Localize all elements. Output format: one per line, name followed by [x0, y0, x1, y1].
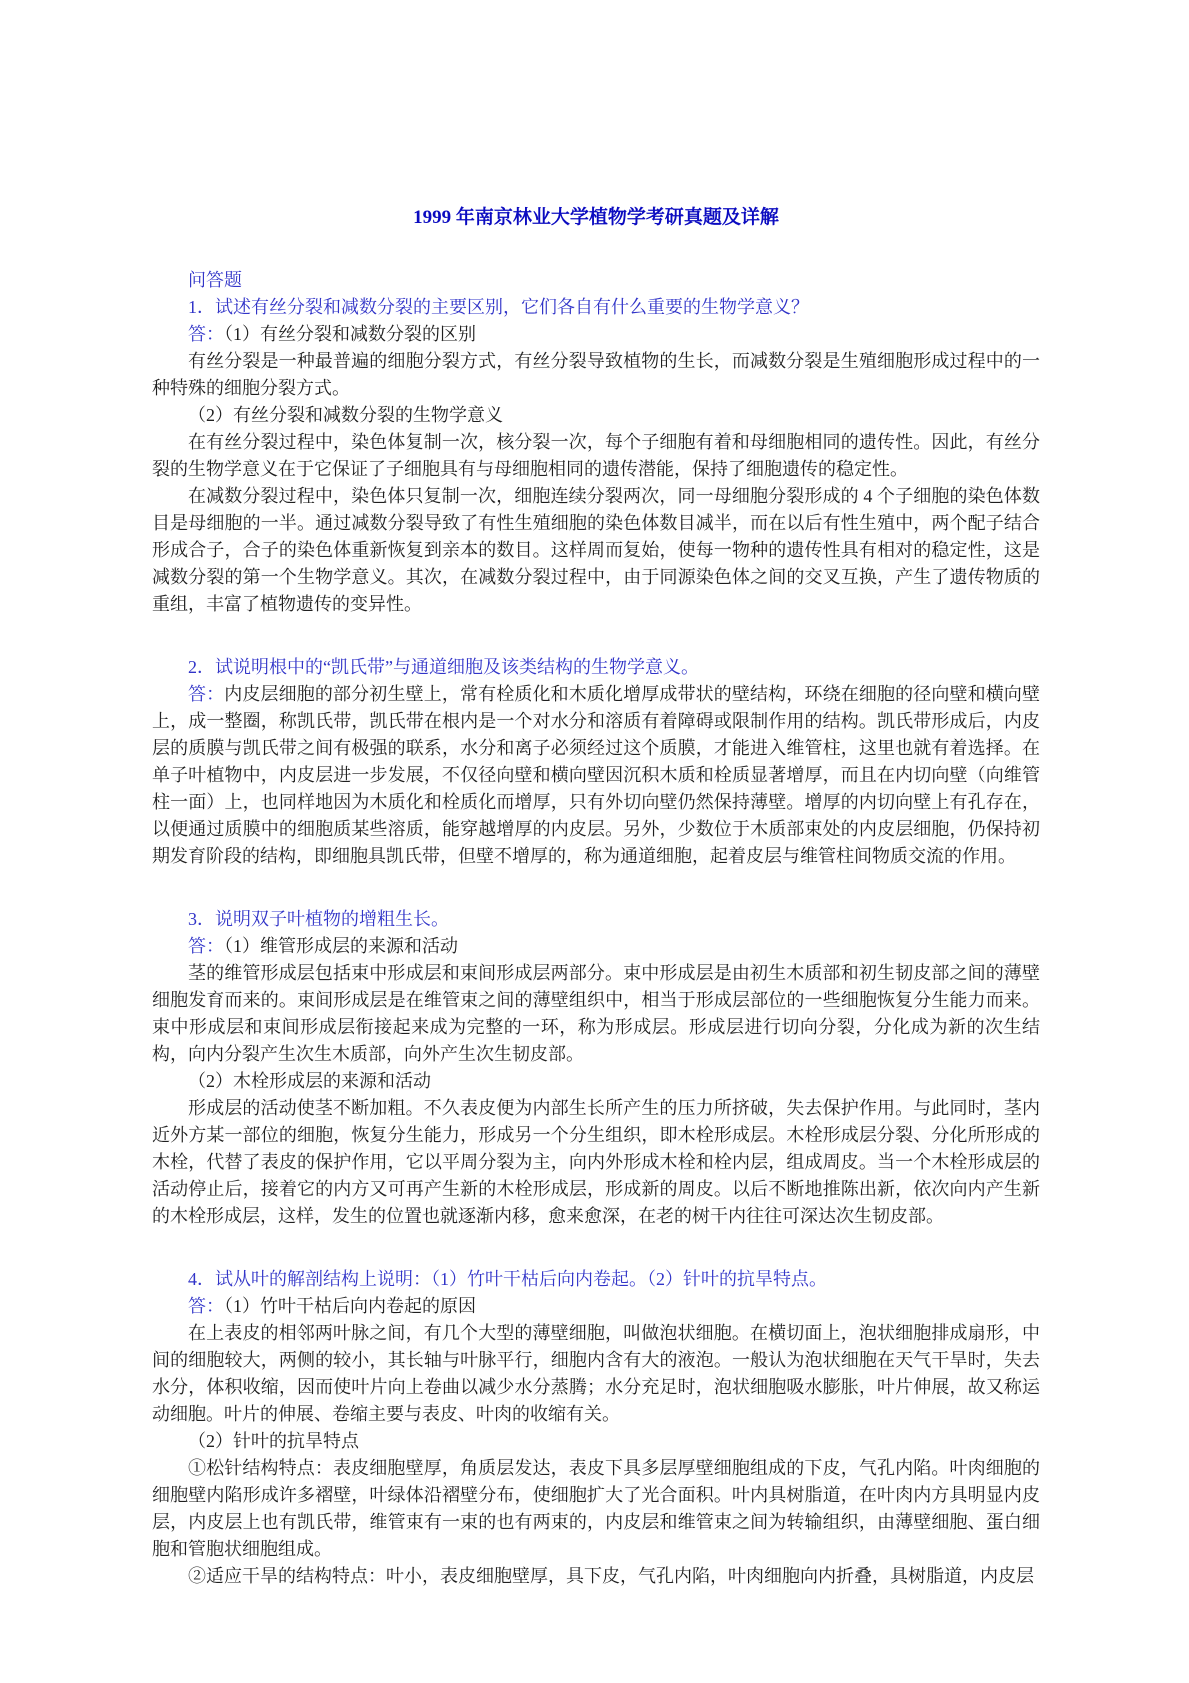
question-text: 说明双子叶植物的增粗生长。	[215, 909, 449, 929]
paragraph-text: 内皮层细胞的部分初生壁上，常有栓质化和木质化增厚成带状的壁结构，环绕在细胞的径向壁和横向壁上，成一整圈，称凯氏带，凯氏带在根内是一个对水分和溶质有着障碍或限制作用的结构。凯氏带形成后，内皮层的质膜与凯氏带之间有极强的联系，水分和离子必须经过这个质膜，才能进入维管柱，这里也就有着选择。在单子叶植物中，内皮层进一步发展，不仅径向壁和横向壁因沉积木质和栓质显著增厚，而且在内切向壁（向维管柱一面）上，也同样地因为木质化和栓质化而增厚，只有外切向壁仍然保持薄壁。增厚的内切向壁上有孔存在，以便通过质膜中的细胞质某些溶质，能穿越增厚的内皮层。另外，少数位于木质部束处的内皮层细胞，仍保持初期发育阶段的结构，即细胞具凯氏带，但壁不增厚的，称为通道细胞，起着皮层与维管柱间物质交流的作用。	[152, 684, 1040, 866]
question-text: 试从叶的解剖结构上说明：（1）竹叶干枯后向内卷起。（2）针叶的抗旱特点。	[215, 1269, 827, 1289]
document-content	[152, 205, 1040, 1590]
paragraph-text: 在有丝分裂过程中，染色体复制一次，核分裂一次，每个子细胞有着和母细胞相同的遗传性。因此，有丝分裂的生物学意义在于它保证了子细胞具有与母细胞相同的遗传潜能，保持了细胞遗传的稳定性。	[152, 432, 1040, 479]
answer-paragraph	[152, 348, 1040, 402]
question-block	[152, 1266, 1040, 1590]
paragraph-text: （2）有丝分裂和减数分裂的生物学意义	[188, 405, 503, 425]
question-title	[152, 906, 1040, 933]
answer-prefix: 答：	[188, 324, 224, 344]
paragraph-text: 有丝分裂是一种最普遍的细胞分裂方式，有丝分裂导致植物的生长，而减数分裂是生殖细胞形成过程中的一种特殊的细胞分裂方式。	[152, 351, 1040, 398]
answer-paragraph	[152, 681, 1040, 870]
question-block	[152, 654, 1040, 870]
answer-paragraph	[152, 1095, 1040, 1230]
page-title: 1999 年南京林业大学植物学考研真题及详解	[413, 207, 779, 228]
answer-paragraph	[152, 1068, 1040, 1095]
paragraph-text: （1）有丝分裂和减数分裂的区别	[224, 324, 476, 344]
question-block	[152, 294, 1040, 618]
question-text: 试说明根中的“凯氏带”与通道细胞及该类结构的生物学意义。	[215, 657, 699, 677]
paragraph-text: 在上表皮的相邻两叶脉之间，有几个大型的薄壁细胞，叫做泡状细胞。在横切面上，泡状细胞排成扇形，中间的细胞较大，两侧的较小，其长轴与叶脉平行，细胞内含有大的液泡。一般认为泡状细胞在天气干旱时，失去水分，体积收缩，因而使叶片向上卷曲以减少水分蒸腾；水分充足时，泡状细胞吸水膨胀，叶片伸展，故又称运动细胞。叶片的伸展、卷缩主要与表皮、叶肉的收缩有关。	[152, 1323, 1040, 1424]
question-number: 3．	[188, 909, 215, 929]
answer-prefix: 答：	[188, 684, 225, 704]
answer-prefix: 答：	[188, 1296, 224, 1316]
paragraph-text: （1）维管形成层的来源和活动	[224, 936, 458, 956]
answer-paragraph	[152, 1428, 1040, 1455]
answer-paragraph	[152, 960, 1040, 1068]
question-text: 试述有丝分裂和减数分裂的主要区别，它们各自有什么重要的生物学意义？	[215, 297, 809, 317]
answer-paragraph	[152, 483, 1040, 618]
question-number: 1．	[188, 297, 215, 317]
question-title	[152, 654, 1040, 681]
paragraph-text: ①松针结构特点：表皮细胞壁厚，角质层发达，表皮下具多层厚壁细胞组成的下皮，气孔内陷。叶肉细胞的细胞壁内陷形成许多褶壁，叶绿体沿褶壁分布，使细胞扩大了光合面积。叶内具树脂道，在叶肉内方具明显内皮层，内皮层上也有凯氏带，维管束有一束的也有两束的，内皮层和维管束之间为转输组织，由薄壁细胞、蛋白细胞和管胞状细胞组成。	[152, 1458, 1040, 1559]
answer-paragraph	[152, 321, 1040, 348]
question-block	[152, 906, 1040, 1230]
answer-paragraph	[152, 1320, 1040, 1428]
paragraph-text: （1）竹叶干枯后向内卷起的原因	[224, 1296, 476, 1316]
paragraph-text: ②适应干旱的结构特点：叶小，表皮细胞壁厚，具下皮，气孔内陷，叶肉细胞向内折叠，具树脂道，内皮层	[188, 1566, 1034, 1586]
answer-paragraph	[152, 1563, 1040, 1590]
paragraph-text: 在减数分裂过程中，染色体只复制一次，细胞连续分裂两次，同一母细胞分裂形成的 4 个子细胞的染色体数目是母细胞的一半。通过减数分裂导致了有性生殖细胞的染色体数目减半，而在以后有性生殖中，两个配子结合形成合子，合子的染色体重新恢复到亲本的数目。这样周而复始，使每一物种的遗传性具有相对的稳定性，这是减数分裂的第一个生物学意义。其次，在减数分裂过程中，由于同源染色体之间的交叉互换，产生了遗传物质的重组，丰富了植物遗传的变异性。	[152, 486, 1040, 614]
paragraph-text: （2）针叶的抗旱特点	[188, 1431, 359, 1451]
paragraph-text: 茎的维管形成层包括束中形成层和束间形成层两部分。束中形成层是由初生木质部和初生韧皮部之间的薄壁细胞发育而来的。束间形成层是在维管束之间的薄壁组织中，相当于形成层部位的一些细胞恢复分生能力而来。束中形成层和束间形成层衔接起来成为完整的一环，称为形成层。形成层进行切向分裂，分化成为新的次生结构，向内分裂产生次生木质部，向外产生次生韧皮部。	[152, 963, 1040, 1064]
answer-prefix: 答：	[188, 936, 224, 956]
answer-paragraph	[152, 402, 1040, 429]
section-label: 问答题	[188, 270, 242, 290]
question-number: 4．	[188, 1269, 215, 1289]
answer-paragraph	[152, 429, 1040, 483]
question-title	[152, 1266, 1040, 1293]
question-title	[152, 294, 1040, 321]
qa-list	[152, 294, 1040, 1590]
answer-paragraph	[152, 933, 1040, 960]
paragraph-text: 形成层的活动使茎不断加粗。不久表皮便为内部生长所产生的压力所挤破，失去保护作用。与此同时，茎内近外方某一部位的细胞，恢复分生能力，形成另一个分生组织，即木栓形成层。木栓形成层分裂、分化所形成的木栓，代替了表皮的保护作用，它以平周分裂为主，向内外形成木栓和栓内层，组成周皮。当一个木栓形成层的活动停止后，接着它的内方又可再产生新的木栓形成层，形成新的周皮。以后不断地推陈出新，依次向内产生新的木栓形成层，这样，发生的位置也就逐渐内移，愈来愈深，在老的树干内往往可深达次生韧皮部。	[152, 1098, 1040, 1226]
answer-paragraph	[152, 1293, 1040, 1320]
answer-paragraph	[152, 1455, 1040, 1563]
question-number: 2．	[188, 657, 215, 677]
paragraph-text: （2）木栓形成层的来源和活动	[188, 1071, 431, 1091]
